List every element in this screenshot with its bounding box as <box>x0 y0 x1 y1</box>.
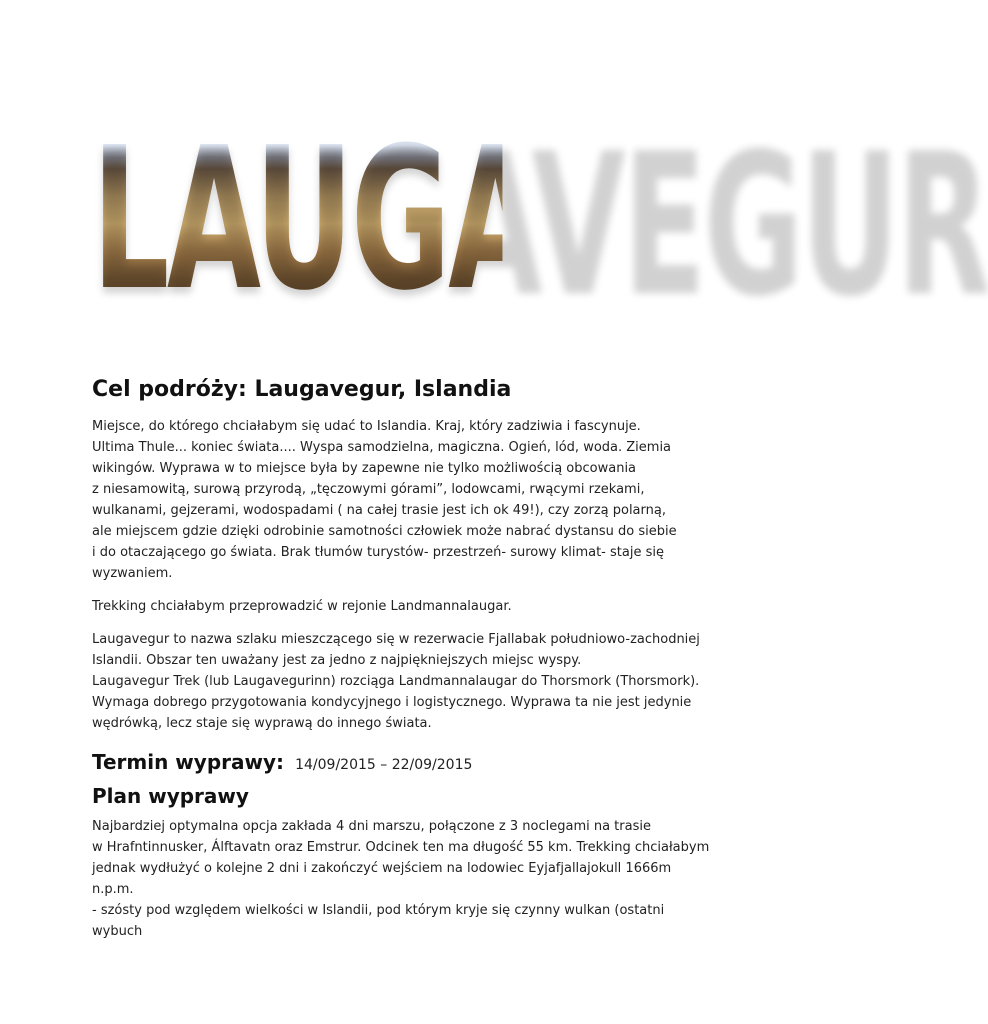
intro-line: Miejsce, do którego chciałabym się udać to Islandia. Kraj, który zadziwia i fascynuje. <box>92 419 641 435</box>
trail-line: Wymaga dobrego przygotowania kondycyjnego i logistycznego. Wyprawa ta nie jest jedynie <box>92 695 692 711</box>
plan-line: jednak wydłużyć o kolejne 2 dni i zakończyć wejściem na lodowiec Eyjafjallajokull 1666m n.p.m. <box>92 861 672 898</box>
page-heading: Cel podróży: Laugavegur, Islandia <box>92 377 512 402</box>
intro-line: wulkanami, gejzerami, wodospadami ( na całej trasie jest ich ok 49!), czy zorzą polarną, <box>92 503 666 519</box>
plan-heading: Plan wyprawy <box>92 784 249 809</box>
intro-line: ale miejscem gdzie dzięki odrobinie samotności człowiek może nabrać dystansu do siebie <box>92 524 677 540</box>
title-banner <box>92 106 988 334</box>
trip-dates-label: Termin wyprawy: <box>92 750 285 775</box>
trip-dates <box>92 750 712 774</box>
trail-line: Laugavegur to nazwa szlaku mieszczącego się w rezerwacie Fjallabak południowo-zachodniej <box>92 632 700 648</box>
trip-dates-value: 14/09/2015 – 22/09/2015 <box>295 757 473 774</box>
plan-line: w Hrafntinnusker, Álftavatn oraz Emstrur. Odcinek ten ma długość 55 km. Trekking chciałabym <box>92 840 710 856</box>
intro-paragraph <box>92 416 712 584</box>
trail-paragraph <box>92 629 712 734</box>
trail-line: Islandii. Obszar ten uważany jest za jedno z najpiękniejszych miejsc wyspy. <box>92 653 582 669</box>
main-content <box>92 378 712 954</box>
plan-line: Najbardziej optymalna opcja zakłada 4 dni marszu, połączone z 3 noclegami na trasie <box>92 819 651 835</box>
intro-line: z niesamowitą, surową przyrodą, „tęczowymi górami”, lodowcami, rwącymi rzekami, <box>92 482 645 498</box>
intro-line: Ultima Thule... koniec świata.... Wyspa samodzielna, magiczna. Ogień, lód, woda. Ziemia <box>92 440 672 456</box>
intro-line: wikingów. Wyprawa w to miejsce była by zapewne nie tylko możliwością obcowania <box>92 461 637 477</box>
plan-paragraph <box>92 816 712 942</box>
trekking-paragraph: Trekking chciałabym przeprowadzić w rejonie Landmannalaugar. <box>92 599 512 615</box>
intro-line: i do otaczającego go świata. Brak tłumów turystów- przestrzeń- surowy klimat- staje się <box>92 545 664 561</box>
intro-line: wyzwaniem. <box>92 566 173 582</box>
trail-line: Laugavegur Trek (lub Laugavegurinn) rozciąga Landmannalaugar do Thorsmork (Thorsmork). <box>92 674 700 690</box>
plan-line: - szósty pod względem wielkości w Islandii, pod którym kryje się czynny wulkan (ostatni wybuch <box>92 903 665 940</box>
banner-title: LAUGAVEGUR <box>92 106 988 334</box>
trail-line: wędrówką, lecz staje się wyprawą do innego świata. <box>92 716 432 732</box>
